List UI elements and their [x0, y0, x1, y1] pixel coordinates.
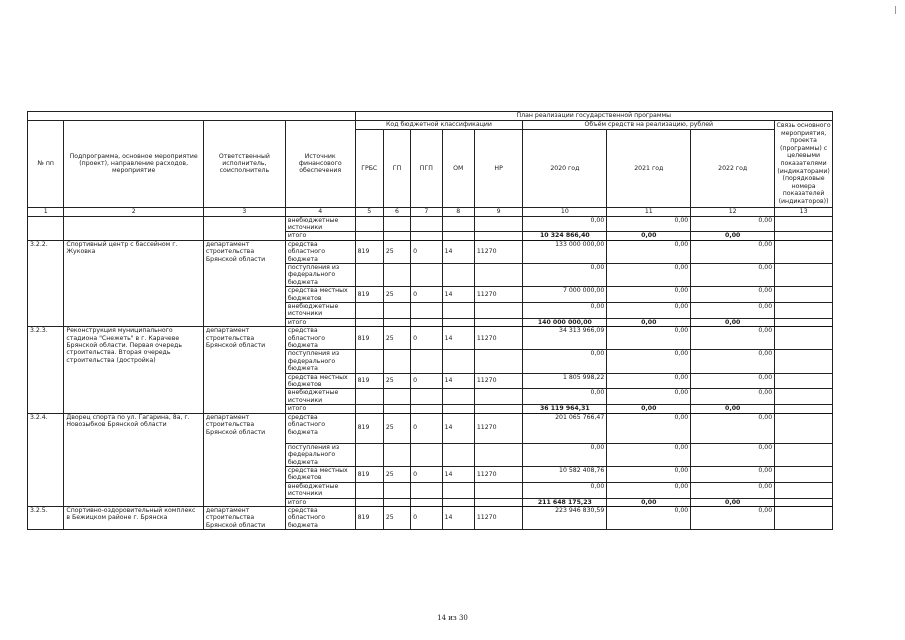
kbk-pgp: 0 [411, 506, 442, 529]
amount-2021: 0,00 [607, 506, 691, 529]
column-number: 3 [203, 207, 285, 216]
kbk-gp [383, 303, 410, 319]
header-spacer [28, 112, 356, 121]
kbk-gp [383, 405, 410, 413]
amount-2022: 0,00 [691, 413, 775, 443]
column-number: 9 [474, 207, 523, 216]
kbk-om: 14 [442, 240, 474, 263]
amount-2021: 0,00 [607, 498, 691, 506]
amount-2022: 0,00 [691, 327, 775, 350]
amount-2022: 0,00 [691, 498, 775, 506]
funding-source: итого [285, 318, 355, 326]
table-row [28, 216, 833, 232]
funding-source: внебюджетные источники [285, 303, 355, 319]
row-number: 3.2.5. [28, 506, 64, 529]
amount-2021: 0,00 [607, 413, 691, 443]
kbk-om [442, 350, 474, 373]
kbk-grbs [355, 482, 383, 498]
header-year-2020: 2020 год [523, 130, 607, 207]
amount-2021: 0,00 [607, 240, 691, 263]
amount-2021: 0,00 [607, 327, 691, 350]
kbk-om: 14 [442, 506, 474, 529]
kbk-om [442, 303, 474, 319]
kbk-nr: 11270 [474, 240, 523, 263]
kbk-nr [474, 216, 523, 232]
kbk-pgp [411, 216, 442, 232]
indicator-link-cell [775, 232, 833, 240]
kbk-nr [474, 303, 523, 319]
kbk-om: 14 [442, 287, 474, 303]
amount-2020: 0,00 [523, 389, 607, 405]
amount-2022: 0,00 [691, 389, 775, 405]
measure-name: Спортивно-оздоровительный комплекс в Бежицком районе г. Брянска [64, 506, 204, 529]
indicator-link-cell [775, 443, 833, 466]
indicator-link-cell [775, 318, 833, 326]
funding-source: внебюджетные источники [285, 482, 355, 498]
indicator-link-cell [775, 373, 833, 389]
amount-2022: 0,00 [691, 240, 775, 263]
column-number: 12 [691, 207, 775, 216]
row-number [28, 216, 64, 240]
header-name: Подпрограмма, основное мероприятие (проект), направление расходов, мероприятие [64, 121, 204, 208]
amount-2022: 0,00 [691, 216, 775, 232]
amount-2020: 0,00 [523, 482, 607, 498]
kbk-gp [383, 350, 410, 373]
kbk-gp: 25 [383, 287, 410, 303]
kbk-gp [383, 263, 410, 286]
indicator-link-cell [775, 506, 833, 529]
header-year-2022: 2022 год [691, 130, 775, 207]
funding-source: поступления из федерального бюджета [285, 443, 355, 466]
table-title: План реализации государственной программы [355, 112, 832, 121]
amount-2022: 0,00 [691, 443, 775, 466]
amount-2020: 0,00 [523, 443, 607, 466]
amount-2021: 0,00 [607, 350, 691, 373]
kbk-nr: 11270 [474, 327, 523, 350]
table-body [28, 216, 833, 530]
funding-source: средства местных бюджетов [285, 466, 355, 482]
table-row [28, 327, 833, 350]
funding-source: итого [285, 405, 355, 413]
header-gp: ГП [383, 130, 410, 207]
amount-2021: 0,00 [607, 318, 691, 326]
indicator-link-cell [775, 327, 833, 350]
kbk-nr: 11270 [474, 413, 523, 443]
column-number: 10 [523, 207, 607, 216]
amount-2020: 0,00 [523, 216, 607, 232]
amount-2021: 0,00 [607, 263, 691, 286]
table-row [28, 240, 833, 263]
kbk-gp: 25 [383, 506, 410, 529]
funding-source: средства областного бюджета [285, 327, 355, 350]
row-number: 3.2.2. [28, 240, 64, 326]
kbk-nr [474, 318, 523, 326]
amount-2020: 0,00 [523, 350, 607, 373]
kbk-pgp: 0 [411, 466, 442, 482]
indicator-link-cell [775, 389, 833, 405]
kbk-gp [383, 482, 410, 498]
kbk-pgp [411, 443, 442, 466]
kbk-grbs [355, 216, 383, 232]
kbk-pgp: 0 [411, 240, 442, 263]
indicator-link-cell [775, 216, 833, 232]
kbk-pgp [411, 263, 442, 286]
amount-2022: 0,00 [691, 466, 775, 482]
kbk-om [442, 389, 474, 405]
amount-2020: 7 000 000,00 [523, 287, 607, 303]
kbk-grbs [355, 389, 383, 405]
amount-2020: 0,00 [523, 263, 607, 286]
header-grbs: ГРБС [355, 130, 383, 207]
responsible-executor: департамент строительства Брянской области [203, 240, 285, 326]
kbk-nr [474, 482, 523, 498]
funding-source: внебюджетные источники [285, 216, 355, 232]
kbk-gp: 25 [383, 373, 410, 389]
kbk-pgp [411, 482, 442, 498]
indicator-link-cell [775, 482, 833, 498]
column-number: 1 [28, 207, 64, 216]
kbk-nr [474, 443, 523, 466]
header-year-2021: 2021 год [607, 130, 691, 207]
amount-2020: 0,00 [523, 303, 607, 319]
kbk-grbs: 819 [355, 506, 383, 529]
row-number: 3.2.3. [28, 327, 64, 413]
kbk-grbs [355, 263, 383, 286]
header-pgp: ПГП [411, 130, 442, 207]
kbk-pgp [411, 303, 442, 319]
kbk-gp [383, 498, 410, 506]
kbk-pgp [411, 405, 442, 413]
kbk-grbs: 819 [355, 466, 383, 482]
amount-2021: 0,00 [607, 232, 691, 240]
kbk-pgp [411, 350, 442, 373]
kbk-nr: 11270 [474, 506, 523, 529]
budget-plan-sheet [27, 111, 833, 530]
amount-2021: 0,00 [607, 303, 691, 319]
amount-2021: 0,00 [607, 389, 691, 405]
measure-name: Реконструкция муниципального стадиона "Снежеть" в г. Карачеве Брянской области. Первая очередь строительства. Вторая очередь строительства (достройка) [64, 327, 204, 413]
header-indicator-link: Связь основного мероприятия, проекта (программы) с целевыми показателями (индикаторами) (порядковые номера показателей (индикаторов)) [775, 121, 833, 208]
column-number: 11 [607, 207, 691, 216]
indicator-link-cell [775, 413, 833, 443]
column-number: 13 [775, 207, 833, 216]
kbk-nr: 11270 [474, 287, 523, 303]
amount-2022: 0,00 [691, 350, 775, 373]
kbk-om [442, 498, 474, 506]
kbk-gp: 25 [383, 466, 410, 482]
indicator-link-cell [775, 303, 833, 319]
indicator-link-cell [775, 287, 833, 303]
kbk-grbs: 819 [355, 413, 383, 443]
kbk-grbs [355, 232, 383, 240]
column-number: 4 [285, 207, 355, 216]
indicator-link-cell [775, 350, 833, 373]
funding-source: внебюджетные источники [285, 389, 355, 405]
funding-source: средства областного бюджета [285, 240, 355, 263]
funding-source: средства областного бюджета [285, 413, 355, 443]
amount-2022: 0,00 [691, 506, 775, 529]
responsible-executor: департамент строительства Брянской области [203, 413, 285, 506]
amount-2022: 0,00 [691, 405, 775, 413]
funding-source: итого [285, 232, 355, 240]
amount-2020: 10 582 408,76 [523, 466, 607, 482]
kbk-gp [383, 232, 410, 240]
budget-plan-table [27, 111, 833, 530]
amount-2020: 34 313 966,09 [523, 327, 607, 350]
amount-2021: 0,00 [607, 216, 691, 232]
header-om: ОМ [442, 130, 474, 207]
kbk-grbs [355, 443, 383, 466]
kbk-om [442, 482, 474, 498]
funding-source: поступления из федерального бюджета [285, 350, 355, 373]
amount-2021: 0,00 [607, 373, 691, 389]
amount-2020: 10 324 866,40 [523, 232, 607, 240]
indicator-link-cell [775, 240, 833, 263]
kbk-pgp: 0 [411, 287, 442, 303]
amount-2020: 223 946 830,59 [523, 506, 607, 529]
kbk-grbs [355, 498, 383, 506]
column-number: 2 [64, 207, 204, 216]
funding-source: поступления из федерального бюджета [285, 263, 355, 286]
funding-source: средства областного бюджета [285, 506, 355, 529]
kbk-grbs: 819 [355, 327, 383, 350]
responsible-executor: департамент строительства Брянской области [203, 327, 285, 413]
page-number: 14 из 30 [437, 614, 468, 622]
kbk-grbs [355, 350, 383, 373]
kbk-pgp [411, 389, 442, 405]
header-nr: НР [474, 130, 523, 207]
funding-source: итого [285, 498, 355, 506]
measure-name: Дворец спорта по ул. Гагарина, 8а, г. Новозыбков Брянской области [64, 413, 204, 506]
amount-2020: 1 805 998,22 [523, 373, 607, 389]
amount-2020: 201 065 766,47 [523, 413, 607, 443]
kbk-nr [474, 498, 523, 506]
kbk-om [442, 318, 474, 326]
amount-2022: 0,00 [691, 287, 775, 303]
amount-2022: 0,00 [691, 263, 775, 286]
responsible-executor: департамент строительства Брянской области [203, 506, 285, 529]
header-num: № пп [28, 121, 64, 208]
responsible-executor [203, 216, 285, 240]
column-number: 8 [442, 207, 474, 216]
kbk-grbs: 819 [355, 240, 383, 263]
kbk-pgp [411, 498, 442, 506]
kbk-nr [474, 263, 523, 286]
header-responsible: Ответственный исполнитель, соисполнитель [203, 121, 285, 208]
kbk-nr [474, 350, 523, 373]
kbk-grbs: 819 [355, 373, 383, 389]
indicator-link-cell [775, 466, 833, 482]
kbk-om: 14 [442, 373, 474, 389]
amount-2020: 140 000 000,00 [523, 318, 607, 326]
page-edge-mark [895, 6, 896, 14]
amount-2022: 0,00 [691, 482, 775, 498]
column-number: 5 [355, 207, 383, 216]
kbk-nr [474, 389, 523, 405]
kbk-pgp [411, 318, 442, 326]
kbk-om [442, 405, 474, 413]
kbk-nr [474, 405, 523, 413]
column-number: 6 [383, 207, 410, 216]
kbk-gp [383, 389, 410, 405]
amount-2020: 36 119 964,31 [523, 405, 607, 413]
kbk-grbs [355, 303, 383, 319]
kbk-om [442, 216, 474, 232]
funding-source: средства местных бюджетов [285, 287, 355, 303]
kbk-grbs [355, 405, 383, 413]
table-row [28, 506, 833, 529]
table-row [28, 413, 833, 443]
amount-2021: 0,00 [607, 287, 691, 303]
header-amounts-group: Объём средств на реализацию, рублей [523, 121, 775, 130]
kbk-pgp: 0 [411, 413, 442, 443]
kbk-om: 14 [442, 413, 474, 443]
amount-2022: 0,00 [691, 373, 775, 389]
amount-2021: 0,00 [607, 405, 691, 413]
kbk-pgp [411, 232, 442, 240]
kbk-gp [383, 216, 410, 232]
kbk-nr: 11270 [474, 466, 523, 482]
kbk-om [442, 263, 474, 286]
kbk-gp: 25 [383, 413, 410, 443]
kbk-gp: 25 [383, 240, 410, 263]
kbk-grbs [355, 318, 383, 326]
header-source: Источник финансового обеспечения [285, 121, 355, 208]
header-kbk-group: Код бюджетной классификации [355, 121, 523, 130]
column-number-row [28, 207, 833, 216]
kbk-grbs: 819 [355, 287, 383, 303]
kbk-om: 14 [442, 466, 474, 482]
kbk-gp [383, 443, 410, 466]
row-number: 3.2.4. [28, 413, 64, 506]
kbk-nr: 11270 [474, 373, 523, 389]
amount-2021: 0,00 [607, 482, 691, 498]
column-number: 7 [411, 207, 442, 216]
indicator-link-cell [775, 405, 833, 413]
amount-2022: 0,00 [691, 232, 775, 240]
indicator-link-cell [775, 498, 833, 506]
amount-2020: 211 648 175,23 [523, 498, 607, 506]
kbk-pgp: 0 [411, 327, 442, 350]
kbk-om [442, 443, 474, 466]
kbk-om [442, 232, 474, 240]
funding-source: средства местных бюджетов [285, 373, 355, 389]
kbk-pgp: 0 [411, 373, 442, 389]
kbk-gp [383, 318, 410, 326]
measure-name [64, 216, 204, 240]
kbk-gp: 25 [383, 327, 410, 350]
measure-name: Спортивный центр с бассейном г. Жуковка [64, 240, 204, 326]
kbk-nr [474, 232, 523, 240]
amount-2021: 0,00 [607, 466, 691, 482]
amount-2022: 0,00 [691, 318, 775, 326]
amount-2022: 0,00 [691, 303, 775, 319]
kbk-om: 14 [442, 327, 474, 350]
amount-2020: 133 000 000,00 [523, 240, 607, 263]
amount-2021: 0,00 [607, 443, 691, 466]
indicator-link-cell [775, 263, 833, 286]
